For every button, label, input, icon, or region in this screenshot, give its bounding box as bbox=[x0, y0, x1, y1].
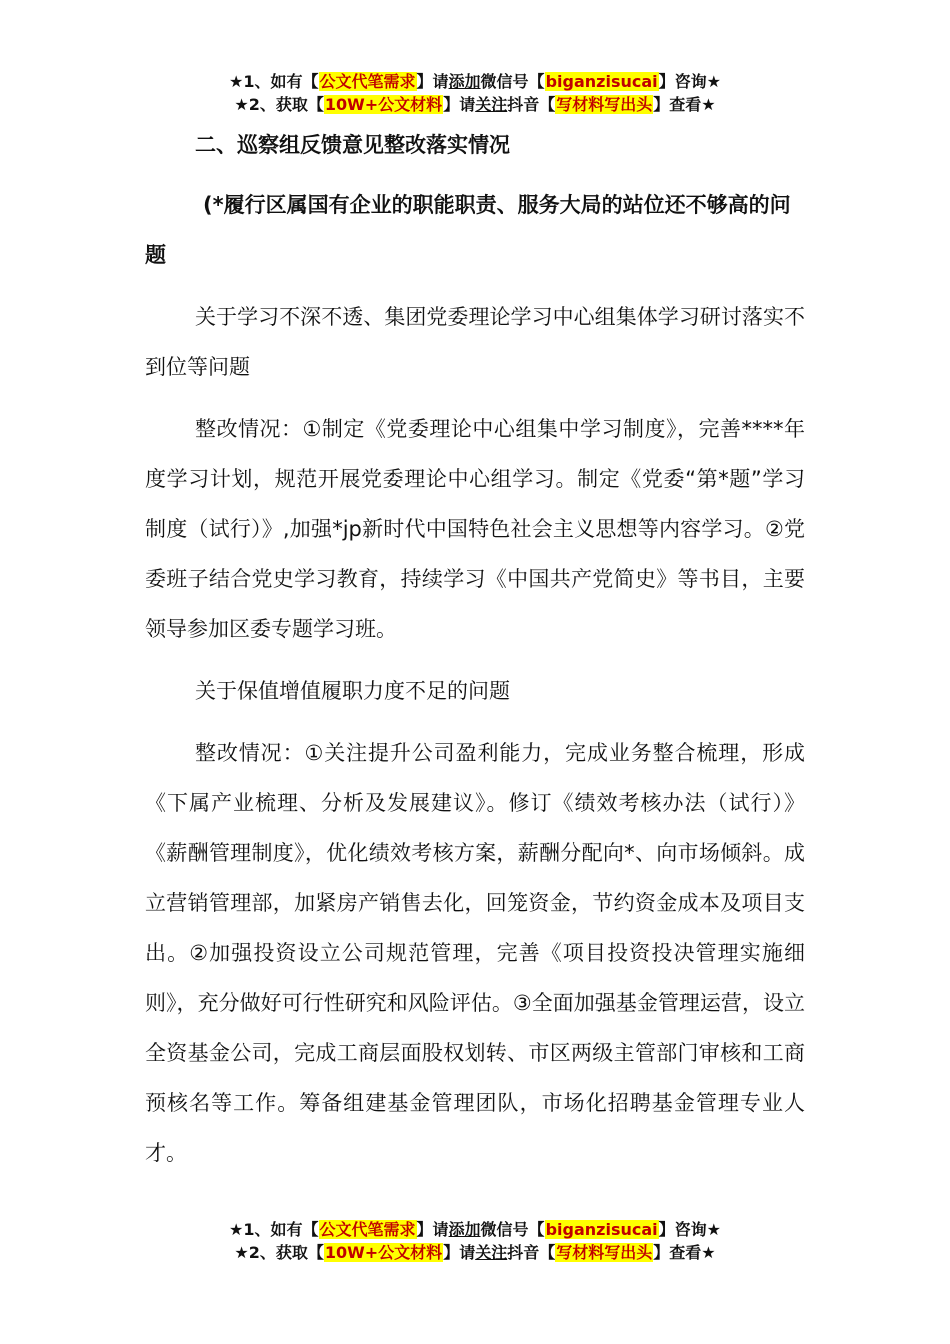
banner-text: 抖音【 bbox=[507, 95, 556, 114]
banner-underlined: 关注 bbox=[475, 1243, 508, 1262]
banner-underlined: 添加 bbox=[448, 1220, 481, 1239]
subsection-title: (*履行区属国有企业的职能职责、服务大局的站位还不够高的问题 bbox=[145, 193, 791, 267]
banner-text: 】咨询★ bbox=[658, 1220, 721, 1239]
banner-text: 】查看★ bbox=[653, 95, 716, 114]
banner-text: 微信号【 bbox=[480, 72, 545, 91]
banner-highlight: 写材料写出头 bbox=[556, 1243, 653, 1262]
banner-line-2 bbox=[0, 93, 950, 116]
banner-line-2 bbox=[0, 1241, 950, 1264]
banner-highlight: 写材料写出头 bbox=[556, 95, 653, 114]
banner-highlight: 10W+公文材料 bbox=[324, 95, 443, 114]
banner-highlight: 公文代笔需求 bbox=[319, 72, 416, 91]
banner-text: ★2、获取【 bbox=[234, 1243, 324, 1262]
banner-line-1 bbox=[0, 1218, 950, 1241]
banner-highlight: biganzisucai bbox=[545, 72, 658, 91]
section-title: 二、巡察组反馈意见整改落实情况 bbox=[195, 133, 510, 157]
banner-text: 】请 bbox=[416, 72, 449, 91]
paragraph-2: 整改情况：①制定《党委理论中心组集中学习制度》，完善****年度学习计划，规范开展党委理论中心组学习。制定《党委“第*题”学习制度（试行）》,加强*jp新时代中国特色社会主义思想等内容学习。②党委班子结合党史学习教育，持续学习《中国共产党简史》等书目，主要领导参加区委专题学习班。 bbox=[145, 417, 805, 641]
paragraph-1: 关于学习不深不透、集团党委理论学习中心组集体学习研讨落实不到位等问题 bbox=[145, 305, 805, 379]
banner-line-1 bbox=[0, 70, 950, 93]
banner-highlight: biganzisucai bbox=[545, 1220, 658, 1239]
banner-text: 】请 bbox=[416, 1220, 449, 1239]
banner-text: 】查看★ bbox=[653, 1243, 716, 1262]
banner-text: 抖音【 bbox=[507, 1243, 556, 1262]
top-banner bbox=[0, 70, 950, 116]
paragraph-4: 整改情况：①关注提升公司盈利能力，完成业务整合梳理，形成《下属产业梳理、分析及发展建议》。修订《绩效考核办法（试行）》《薪酬管理制度》，优化绩效考核方案，薪酬分配向*、向市场倾斜。成立营销管理部，加紧房产销售去化，回笼资金，节约资金成本及项目支出。②加强投资设立公司规范管理，完善《项目投资投决管理实施细则》，充分做好可行性研究和风险评估。③全面加强基金管理运营，设立全资基金公司，完成工商层面股权划转、市区两级主管部门审核和工商预核名等工作。筹备组建基金管理团队，市场化招聘基金管理专业人才。 bbox=[145, 741, 805, 1165]
banner-text: ★1、如有【 bbox=[229, 1220, 319, 1239]
banner-text: ★2、获取【 bbox=[234, 95, 324, 114]
banner-text: 】请 bbox=[443, 1243, 476, 1262]
banner-text: 微信号【 bbox=[480, 1220, 545, 1239]
banner-underlined: 关注 bbox=[475, 95, 508, 114]
bottom-banner bbox=[0, 1218, 950, 1264]
banner-underlined: 添加 bbox=[448, 72, 481, 91]
document-body bbox=[145, 128, 805, 1178]
banner-text: ★1、如有【 bbox=[229, 72, 319, 91]
paragraph-3: 关于保值增值履职力度不足的问题 bbox=[195, 679, 510, 703]
banner-text: 】咨询★ bbox=[658, 72, 721, 91]
banner-highlight: 10W+公文材料 bbox=[324, 1243, 443, 1262]
banner-text: 】请 bbox=[443, 95, 476, 114]
banner-highlight: 公文代笔需求 bbox=[319, 1220, 416, 1239]
